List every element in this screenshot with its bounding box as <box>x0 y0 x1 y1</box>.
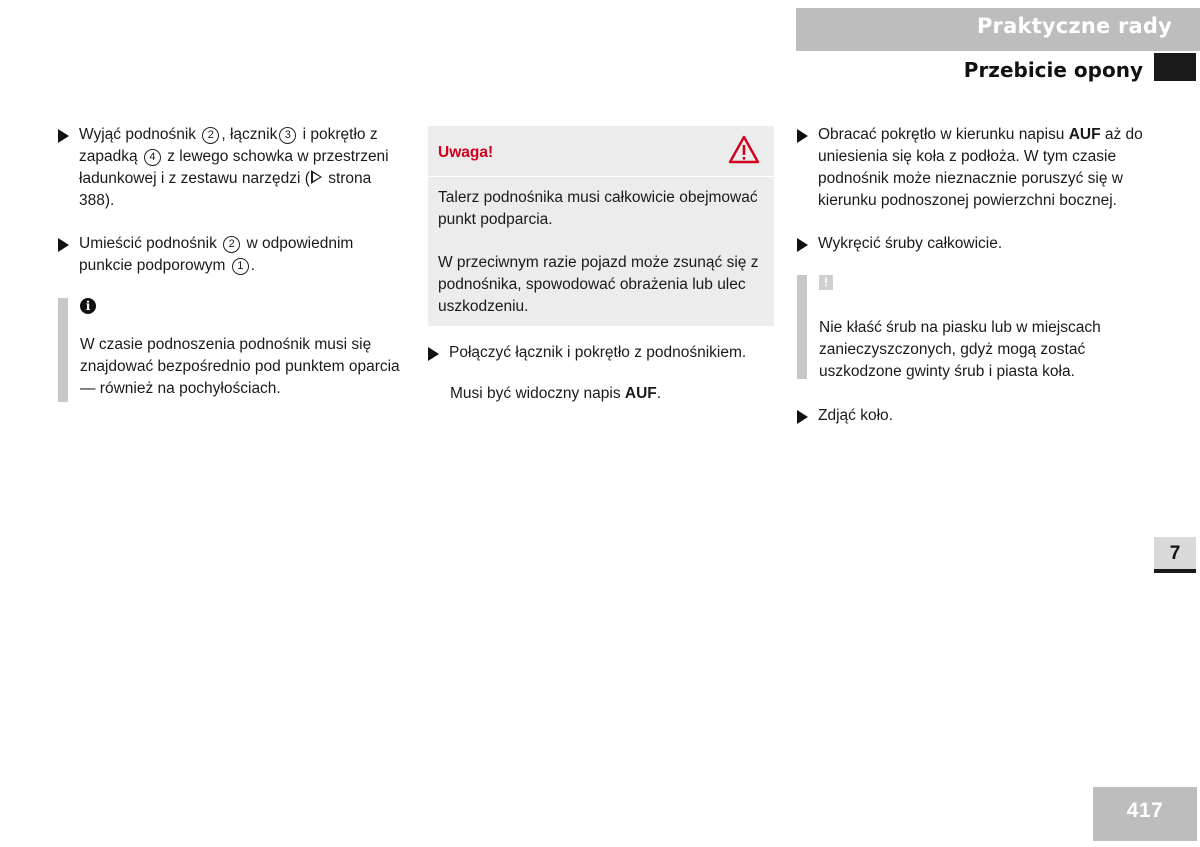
caution-note <box>797 275 1149 383</box>
section-title: Praktyczne rady <box>976 14 1172 38</box>
warning-header <box>428 126 774 177</box>
bullet-arrow-icon <box>58 129 69 143</box>
bullet-arrow-icon <box>797 129 808 143</box>
header-marker-block <box>1154 53 1196 81</box>
bullet-arrow-icon <box>58 238 69 252</box>
step-unscrew: Wykręcić śruby całkowicie. <box>797 233 1149 255</box>
step-remove-wheel: Zdjąć koło. <box>797 405 1149 427</box>
chapter-tab: 7 <box>1154 537 1196 573</box>
callout-number: 1 <box>232 258 249 275</box>
section-header-bar <box>796 8 1200 51</box>
exclamation-icon: ! <box>819 275 833 290</box>
warning-body <box>428 177 774 326</box>
warning-paragraph: W przeciwnym razie pojazd może zsunąć się z podnośnika, spowodować obrażenia lub ulec uszkodzeniu. <box>438 254 759 315</box>
page-title: Przebicie opony <box>963 58 1143 82</box>
caution-note-text: Nie kłaść śrub na piasku lub w miejscach zanieczyszczonych, gdyż mogą zostać uszkodzone gwinty śrub i piasta koła. <box>819 319 1101 380</box>
info-icon: i <box>80 298 96 314</box>
info-note <box>58 298 408 400</box>
note-side-bar <box>58 298 68 402</box>
page-number: 417 <box>1093 787 1197 841</box>
callout-number: 2 <box>202 127 219 144</box>
warning-box <box>428 126 774 326</box>
bullet-arrow-icon <box>797 238 808 252</box>
warning-paragraph: Talerz podnośnika musi całkowicie obejmować punkt podparcia. <box>438 189 758 228</box>
auf-label: AUF <box>1068 126 1101 143</box>
info-note-text: W czasie podnoszenia podnośnik musi się znajdować bezpośrednio pod punktem oparcia — również na pochyłościach. <box>80 336 400 397</box>
bullet-arrow-icon <box>428 347 439 361</box>
column-3 <box>797 124 1149 448</box>
callout-number: 2 <box>223 236 240 253</box>
step-place-jack: Umieścić podnośnik 2 w odpowiednim punkcie podporowym 1 . <box>58 233 408 277</box>
note-side-bar <box>797 275 807 379</box>
auf-label: AUF <box>624 385 657 402</box>
callout-number: 4 <box>144 149 161 166</box>
warning-title: Uwaga! <box>438 144 494 161</box>
auf-info-text: Musi być widoczny napis AUF. <box>450 385 662 402</box>
warning-triangle-icon <box>728 135 760 164</box>
step-turn-handle: Obracać pokrętło w kierunku napisu AUF aż do uniesienia się koła z podłoża. W tym czasie podnośnik może nieznacznie poruszyć się w kierunku podnoszonej powierzchni bocznej. <box>797 124 1149 212</box>
bullet-arrow-icon <box>797 410 808 424</box>
callout-number: 3 <box>279 127 296 144</box>
page-reference-icon <box>311 170 322 184</box>
step-take-jack: Wyjąć podnośnik 2 , łącznik 3 i pokrętło z zapadką 4 z lewego schowka w przestrzeni ładunkowej i z zestawu narzędzi ( strona 388). <box>58 124 408 212</box>
step-connect: Połączyć łącznik i pokrętło z podnośnikiem. <box>428 342 774 364</box>
column-2 <box>428 124 774 405</box>
column-1 <box>58 124 408 400</box>
